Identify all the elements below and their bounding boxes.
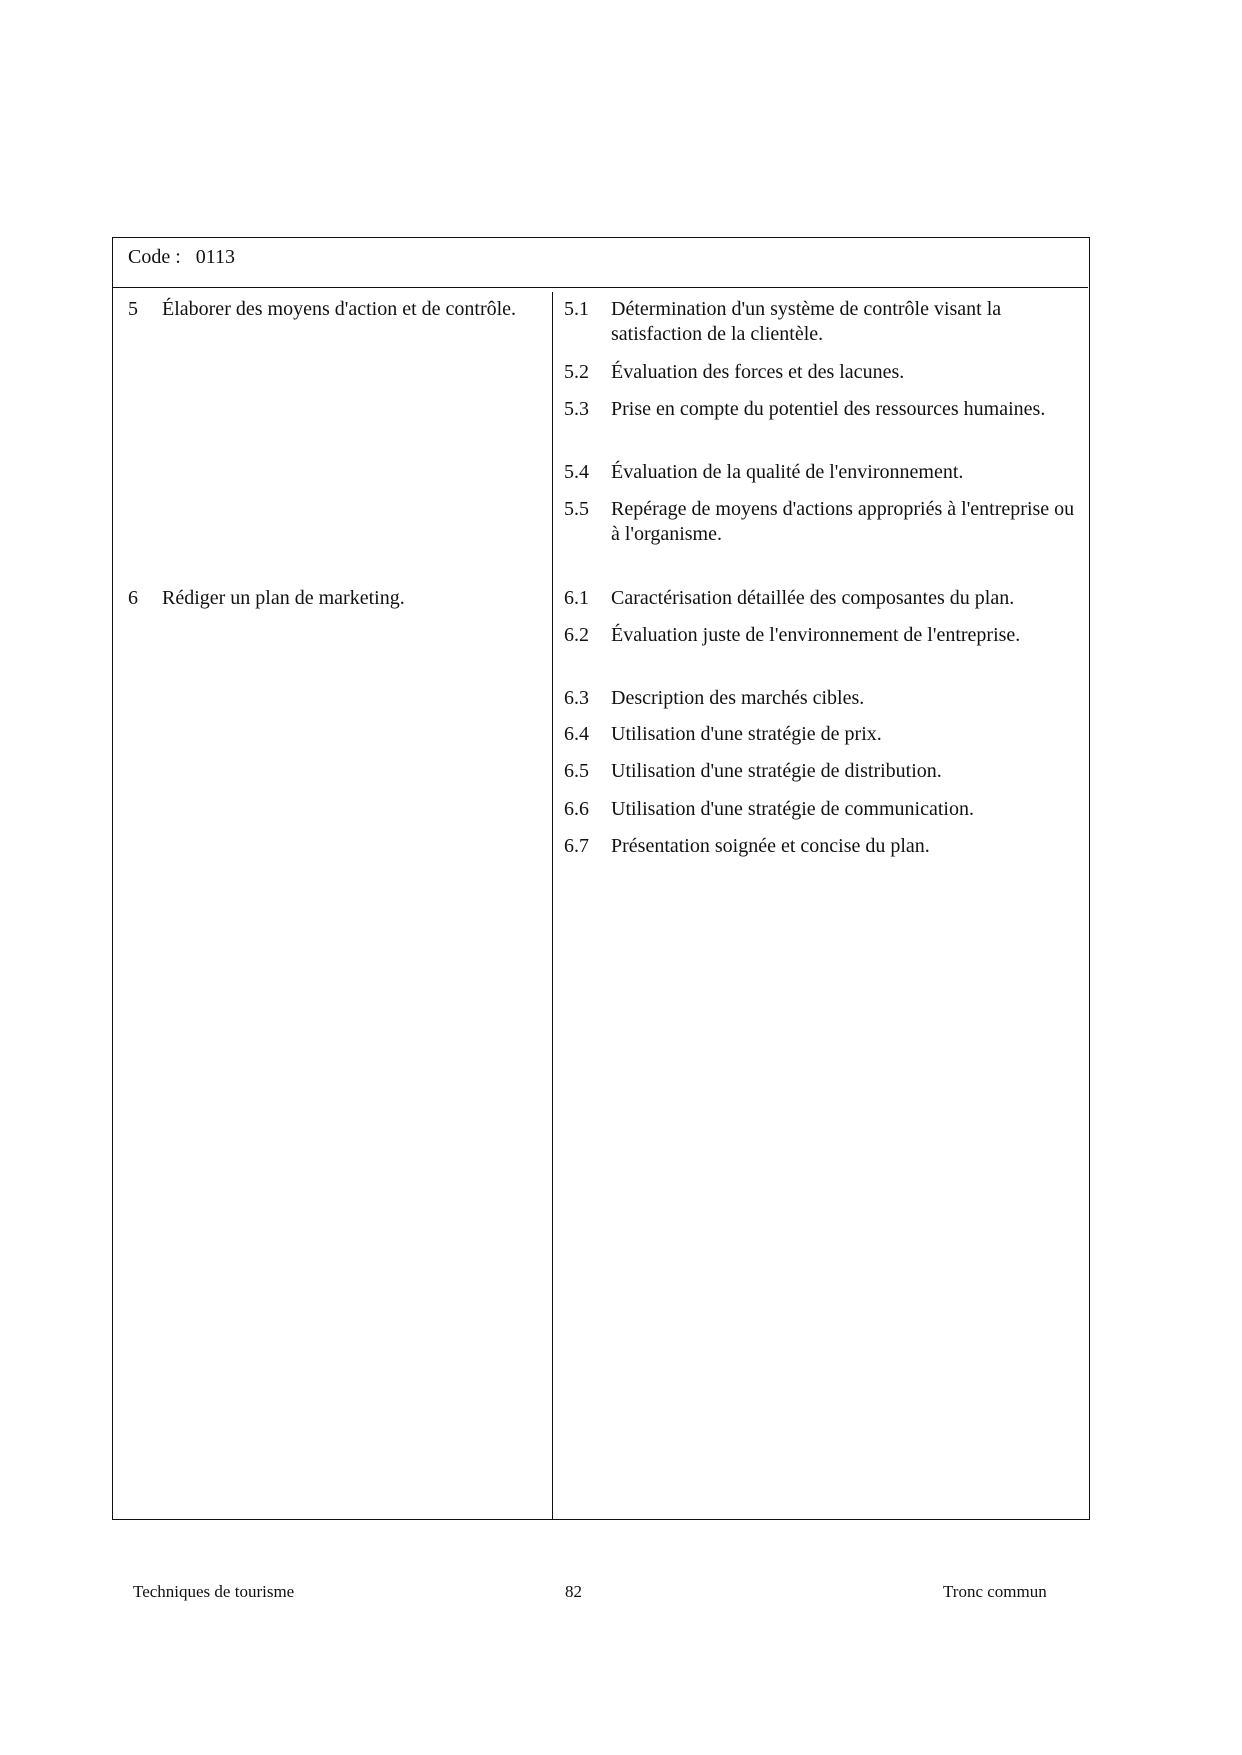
criterion-number: 6.7 (564, 835, 589, 857)
element-title: Élaborer des moyens d'action et de contrôle. (162, 298, 517, 320)
element-number: 5 (128, 298, 138, 320)
footer-program: Techniques de tourisme (133, 1582, 295, 1601)
content-frame (112, 237, 1090, 1520)
criterion-text: Description des marchés cibles. (611, 687, 865, 709)
criterion-number: 5.1 (564, 298, 589, 320)
criterion-number: 5.3 (564, 398, 589, 420)
criterion-number: 6.2 (564, 624, 589, 646)
criterion-number: 6.5 (564, 760, 589, 782)
criterion-number: 6.6 (564, 798, 589, 820)
criterion-number: 6.1 (564, 587, 589, 609)
criterion-text: Présentation soignée et concise du plan. (611, 835, 930, 857)
element-title: Rédiger un plan de marketing. (162, 587, 405, 609)
criterion-text: Évaluation de la qualité de l'environnement. (611, 461, 964, 483)
code-label: Code : (128, 246, 181, 268)
header-divider (112, 287, 1088, 288)
criterion-number: 5.5 (564, 498, 589, 520)
column-divider (552, 292, 553, 1520)
footer-section: Tronc commun (943, 1582, 1047, 1601)
element-number: 6 (128, 587, 138, 609)
footer-page-number: 82 (565, 1582, 582, 1601)
criterion-text: Utilisation d'une stratégie de distribution. (611, 760, 942, 782)
criterion-number: 6.3 (564, 687, 589, 709)
criterion-number: 5.2 (564, 361, 589, 383)
criterion-text: Utilisation d'une stratégie de prix. (611, 723, 882, 745)
criterion-number: 6.4 (564, 723, 589, 745)
criterion-text: Évaluation des forces et des lacunes. (611, 361, 905, 383)
criterion-text: Évaluation juste de l'environnement de l'entreprise. (611, 624, 1021, 646)
criterion-number: 5.4 (564, 461, 589, 483)
criterion-text: Caractérisation détaillée des composantes du plan. (611, 587, 1015, 609)
code-header (128, 246, 235, 269)
criterion-text: Prise en compte du potentiel des ressources humaines. (611, 398, 1046, 420)
criterion-text: Repérage de moyens d'actions appropriés à l'entreprise ou à l'organisme. (611, 498, 1075, 545)
criterion-text: Utilisation d'une stratégie de communication. (611, 798, 974, 820)
code-value: 0113 (195, 246, 236, 268)
criterion-text: Détermination d'un système de contrôle visant la satisfaction de la clientèle. (611, 298, 1002, 345)
